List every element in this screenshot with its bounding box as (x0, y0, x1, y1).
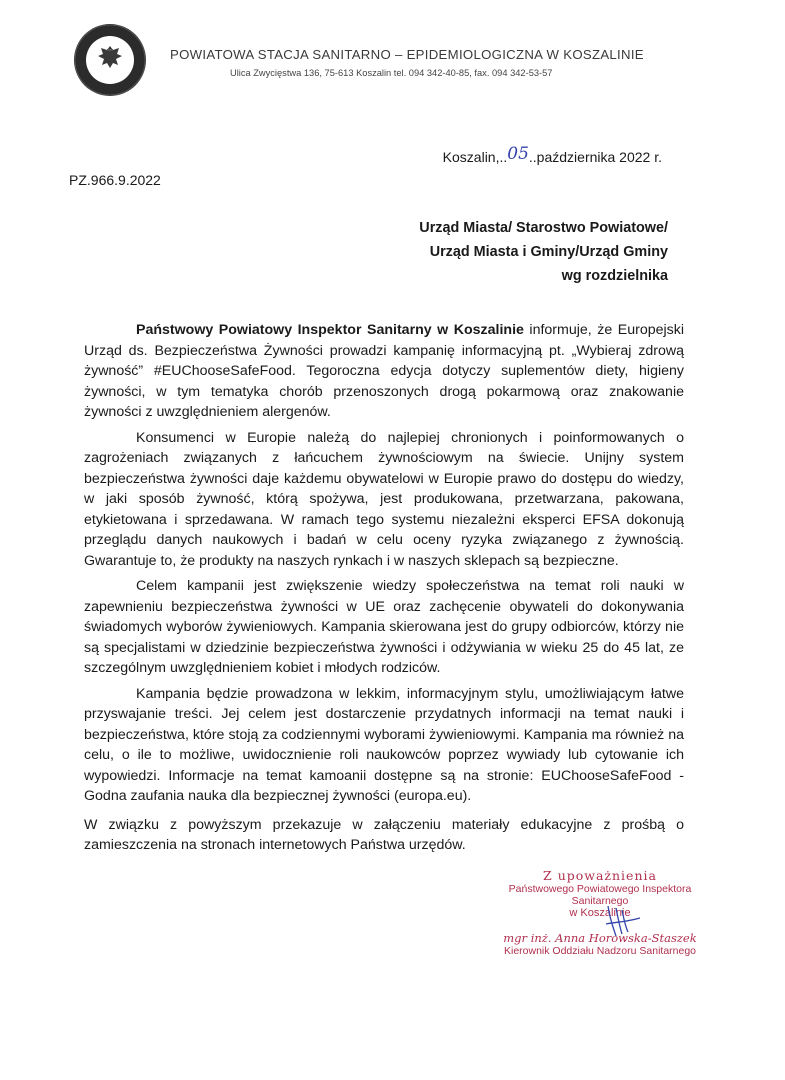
paragraph-1-text: informuje, że Europejski Urząd ds. Bezpieczeństwa Żywności prowadzi kampanię informacyjną pt. „Wybieraj zdrową żywność” #EUChooseSafeFood. Tegoroczna edycja dotyczy suplementów diety, higieny żywności, w tym tematyka chorób przenoszonych drogą pokarmową oraz znakowanie żywności z uwzględnieniem alergenów. (84, 322, 684, 420)
date-line (442, 144, 662, 167)
stamp-line-4: mgr inż. Anna Horowska-Staszek (503, 931, 697, 945)
institution-name: POWIATOWA STACJA SANITARNO – EPIDEMIOLOGICZNA W KOSZALINIE (170, 47, 644, 62)
paragraph-3: Celem kampanii jest zwiększenie wiedzy społeczeństwa na temat roli nauki w zapewnieniu bezpieczeństwa żywności w UE oraz zachęcenie obywateli do dokonywania świadomych wyborów żywieniowych. Kampania skierowana jest do grupy odbiorców, którzy nie są specjalistami w dziedzinie bezpieczeństwa żywności i odżywiania w wieku 25 do 45 lat, ze szczególnym uwzględnieniem kobiet i młodych rodziców. (84, 578, 684, 676)
date-place: Koszalin,.. (442, 149, 508, 165)
letter-body (84, 320, 684, 861)
addressee-line-2: Urząd Miasta i Gminy/Urząd Gminy (429, 244, 668, 260)
addressee-line-3: wg rozdzielnika (561, 268, 668, 284)
stamp-line-3: w Koszalinie (569, 907, 631, 919)
institution-address: Ulica Zwycięstwa 136, 75-613 Koszalin tel. 094 342-40-85, fax. 094 342-53-57 (230, 68, 553, 78)
addressee-block (419, 216, 668, 288)
paragraph-2: Konsumenci w Europie należą do najlepiej chronionych i poinformowanych o zagrożeniach związanych z łańcuchem żywnościowym na świecie. Unijny system bezpieczeństwa żywności daje każdemu obywatelowi w Europie prawo do dostępu do wiedzy, w jaki sposób żywność, którą spożywa, jest produkowana, przetwarzana, pakowana, etykietowana i sprzedawana. W ramach tego systemu niezależni eksperci EFSA dokonują przeglądu danych naukowych i badań w celu oceny ryzyka związanego z żywnością. Gwarantuje to, że produkty na naszych rynkach i w naszych sklepach są bezpieczne. (84, 429, 684, 569)
paragraph-4: Kampania będzie prowadzona w lekkim, informacyjnym stylu, umożliwiającym łatwe przyswajanie treści. Jej celem jest dostarczenie przydatnych informacji na temat nauki i bezpieczeństwa, które stoją za codziennymi wyborami żywieniowymi. Kampania ma również na celu, o ile to możliwe, uwidocznienie roli naukowców poprzez wywiady lub cytowanie ich wypowiedzi. Informacje na temat kamoanii dostępne są na stronie: EUChooseSafeFood - Godna zaufania nauka dla bezpiecznej żywności (europa.eu). (84, 685, 684, 804)
national-emblem-seal (72, 22, 148, 98)
date-rest: ..października 2022 r. (528, 149, 662, 165)
paragraph-5: W związku z powyższym przekazuje w załączeniu materiały edukacyjne z prośbą o zamieszczenia na stronach internetowych Państwa urzędów. (84, 816, 684, 853)
stamp-line-5: Kierownik Oddziału Nadzoru Sanitarnego (503, 945, 697, 957)
handwritten-signature (600, 900, 650, 940)
date-day-handwritten: 05 (507, 144, 529, 164)
paragraph-1 (84, 320, 684, 423)
stamp-line-1: Z upoważnienia (543, 868, 657, 883)
reference-number: PZ.966.9.2022 (69, 172, 161, 188)
addressee-line-1: Urząd Miasta/ Starostwo Powiatowe/ (419, 220, 668, 236)
paragraph-1-bold: Państwowy Powiatowy Inspektor Sanitarny w Koszalinie (136, 322, 524, 338)
stamp-line-2: Państwowego Powiatowego Inspektora Sanitarnego (508, 883, 692, 907)
